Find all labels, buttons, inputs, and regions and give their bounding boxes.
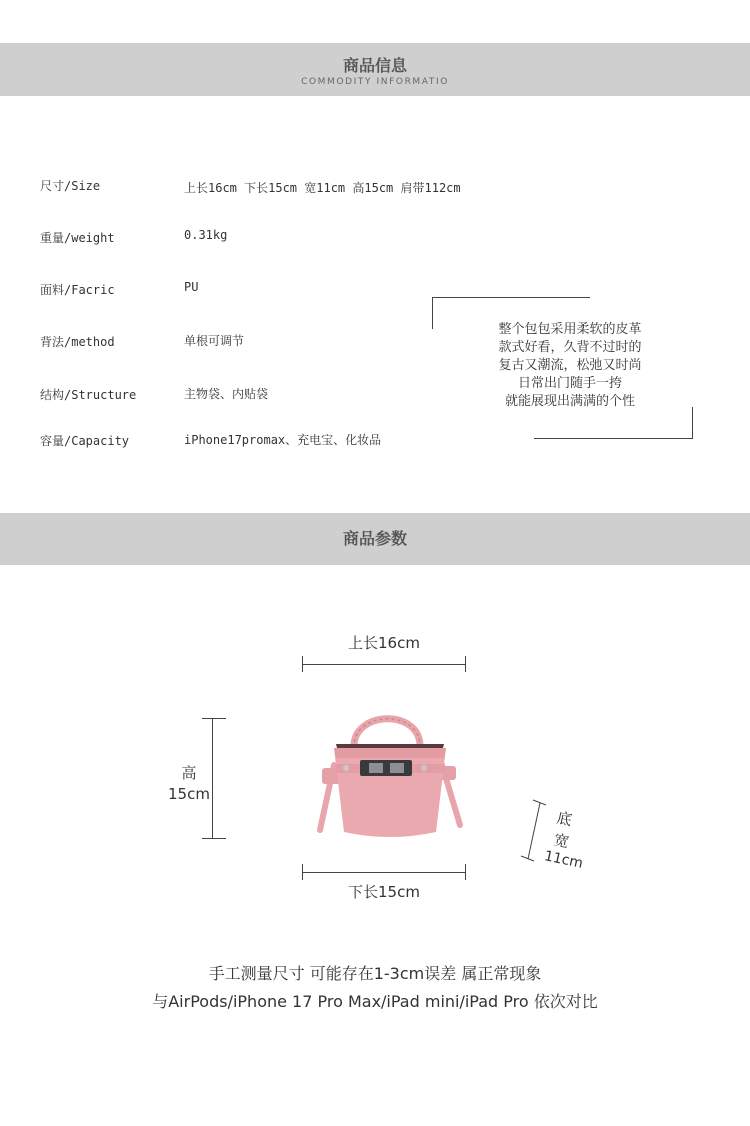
note-line-1: 手工测量尺寸 可能存在1-3cm误差 属正常现象 <box>208 964 542 983</box>
bracket-top-tick <box>432 297 433 329</box>
bracket-bottom-line <box>534 438 693 439</box>
description-line: 日常出门随手一挎 <box>517 376 622 391</box>
bracket-bottom-tick <box>692 407 693 439</box>
spec-label-structure: 结构/Structure <box>40 388 137 402</box>
bracket-top-line <box>432 297 590 298</box>
dim-bottom-label: 下长15cm <box>348 883 420 901</box>
spec-label-weight: 重量/weight <box>40 231 115 245</box>
dim-top-line <box>302 664 466 665</box>
dim-depth-label-1: 底 <box>555 808 574 830</box>
spec-value-method: 单根可调节 <box>184 334 245 348</box>
description-line: 就能展现出满满的个性 <box>504 394 635 409</box>
dim-top-tick-left <box>302 656 303 672</box>
dim-depth-label-2: 宽 <box>552 830 571 852</box>
spec-label-fabric: 面料/Facric <box>40 283 115 297</box>
spec-value-structure: 主物袋、内贴袋 <box>184 387 269 401</box>
description-line: 复古又潮流，松弛又时尚 <box>498 358 642 373</box>
bag-image <box>314 700 466 840</box>
dim-height-tick-bottom <box>202 838 226 839</box>
dim-depth-value: 11cm <box>542 848 585 872</box>
section-title-info: 商品信息 <box>342 56 407 75</box>
note-line-2: 与AirPods/iPhone 17 Pro Max/iPad mini/iPad Pro 依次对比 <box>152 992 598 1011</box>
dim-height-line <box>212 718 213 838</box>
spec-label-method: 背法/method <box>40 335 115 349</box>
spec-value-fabric: PU <box>184 280 199 294</box>
dim-height-value: 15cm <box>168 785 210 803</box>
description-line: 款式好看，久背不过时的 <box>498 340 642 355</box>
spec-value-size: 上长16cm 下长15cm 宽11cm 高15cm 肩带112cm <box>184 181 461 195</box>
section-title-params: 商品参数 <box>342 529 407 548</box>
dim-top-label: 上长16cm <box>348 634 420 652</box>
section-subtitle-info: COMMODITY INFORMATIO <box>301 77 449 87</box>
description-line: 整个包包采用柔软的皮革 <box>498 322 642 337</box>
dim-bottom-tick-left <box>302 864 303 880</box>
description-block <box>472 321 668 411</box>
spec-label-capacity: 容量/Capacity <box>40 434 130 448</box>
dim-bottom-line <box>302 872 466 873</box>
dim-height-label: 高 <box>181 764 197 782</box>
dim-top-tick-right <box>465 656 466 672</box>
dim-height-tick-top <box>202 718 226 719</box>
dim-bottom-tick-right <box>465 864 466 880</box>
spec-value-weight: 0.31kg <box>184 228 228 242</box>
spec-value-capacity: iPhone17promax、充电宝、化妆品 <box>184 433 382 447</box>
spec-label-size: 尺寸/Size <box>40 179 101 193</box>
